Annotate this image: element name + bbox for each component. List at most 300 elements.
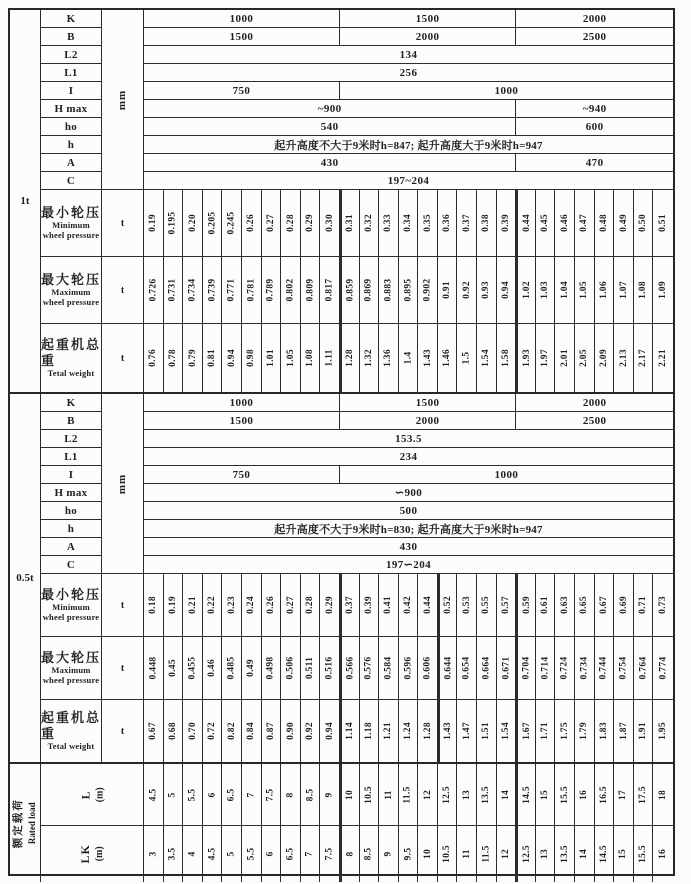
value-cell-total-weight bbox=[614, 324, 634, 392]
value-text: 0.789 bbox=[265, 278, 276, 302]
footer-value-text: 15 bbox=[618, 848, 629, 860]
value-text: 0.44 bbox=[422, 596, 433, 614]
footer-cell-span-L bbox=[222, 764, 242, 826]
value-text: 0.27 bbox=[265, 214, 276, 232]
footer-cell-span-LK bbox=[320, 826, 340, 882]
value-cell-min-wheel-pressure bbox=[497, 190, 517, 257]
dim-row-label: L2 bbox=[41, 46, 102, 64]
value-cell-total-weight bbox=[477, 324, 497, 392]
value-text: 0.744 bbox=[598, 656, 609, 680]
value-cell-max-wheel-pressure bbox=[183, 637, 203, 700]
value-cell-total-weight bbox=[595, 700, 615, 762]
value-text: 0.76 bbox=[148, 349, 159, 367]
footer-value-text: 9.5 bbox=[402, 847, 413, 861]
value-text: 0.50 bbox=[638, 214, 649, 232]
value-cell-total-weight bbox=[164, 700, 184, 762]
dim-row-label: H max bbox=[41, 100, 102, 118]
value-cell-max-wheel-pressure bbox=[399, 257, 419, 324]
value-cell-max-wheel-pressure bbox=[575, 257, 595, 324]
value-text: 0.654 bbox=[461, 656, 472, 680]
value-text: 1.02 bbox=[521, 281, 532, 299]
value-cell-min-wheel-pressure bbox=[203, 574, 223, 637]
value-text: 1.5 bbox=[461, 351, 472, 365]
value-text: 0.72 bbox=[207, 722, 218, 740]
value-cell-max-wheel-pressure bbox=[144, 257, 164, 324]
value-text: 0.566 bbox=[345, 656, 356, 680]
value-text: 0.714 bbox=[540, 656, 551, 680]
value-cell-max-wheel-pressure bbox=[418, 637, 438, 700]
footer-label-unit: (m) bbox=[93, 846, 105, 862]
value-cell-min-wheel-pressure bbox=[320, 190, 340, 257]
value-cell-min-wheel-pressure bbox=[281, 574, 301, 637]
footer-value-text: 10 bbox=[422, 848, 433, 860]
value-text: 0.48 bbox=[598, 214, 609, 232]
load-cell-0.5t: 0.5t bbox=[10, 394, 41, 762]
value-text: 0.606 bbox=[422, 656, 433, 680]
value-text: 0.98 bbox=[246, 349, 257, 367]
rated-load-en: Rated load bbox=[26, 802, 37, 844]
footer-value-text: 4.5 bbox=[148, 788, 159, 801]
footer-value-text: 15.5 bbox=[638, 845, 649, 863]
footer-cell-span-L bbox=[614, 764, 634, 826]
value-text: 1.43 bbox=[443, 722, 454, 740]
value-cell-max-wheel-pressure bbox=[379, 257, 399, 324]
value-cell-min-wheel-pressure bbox=[281, 190, 301, 257]
value-cell-total-weight bbox=[457, 700, 477, 762]
value-cell-max-wheel-pressure bbox=[497, 257, 517, 324]
value-cell-total-weight bbox=[203, 700, 223, 762]
dim-row-label: B bbox=[41, 412, 102, 430]
value-text: 0.195 bbox=[167, 211, 178, 235]
value-cell-total-weight bbox=[183, 324, 203, 392]
value-text: 0.498 bbox=[265, 656, 276, 680]
value-cell-max-wheel-pressure bbox=[164, 637, 184, 700]
value-cell-max-wheel-pressure bbox=[595, 637, 615, 700]
dim-row-label: C bbox=[41, 172, 102, 190]
value-text: 0.39 bbox=[500, 214, 511, 232]
value-cell-total-weight bbox=[281, 324, 301, 392]
value-cell-max-wheel-pressure bbox=[516, 257, 536, 324]
value-cell-total-weight bbox=[340, 700, 360, 762]
value-cell-min-wheel-pressure bbox=[516, 190, 536, 257]
rated-load-wrap bbox=[12, 798, 38, 848]
value-row-label-min-wheel-pressure bbox=[41, 190, 102, 257]
value-cell-min-wheel-pressure bbox=[457, 574, 477, 637]
value-cell-min-wheel-pressure bbox=[379, 574, 399, 637]
value-text: 0.59 bbox=[521, 596, 532, 614]
footer-value-text: 18 bbox=[658, 789, 669, 800]
footer-cell-span-L bbox=[634, 764, 654, 826]
value-cell-min-wheel-pressure bbox=[477, 190, 497, 257]
value-text: 0.67 bbox=[598, 596, 609, 614]
footer-cell-span-L bbox=[457, 764, 477, 826]
value-cell-max-wheel-pressure bbox=[457, 637, 477, 700]
footer-value-text: 13 bbox=[461, 789, 472, 800]
footer-cell-span-LK bbox=[360, 826, 380, 882]
value-text: 0.20 bbox=[187, 214, 198, 232]
value-text: 0.82 bbox=[226, 722, 237, 740]
value-text: 1.06 bbox=[598, 281, 609, 299]
value-cell-min-wheel-pressure bbox=[477, 574, 497, 637]
value-cell-total-weight bbox=[438, 324, 458, 392]
footer-value-text: 4 bbox=[187, 851, 198, 857]
value-cell-min-wheel-pressure bbox=[340, 574, 360, 637]
footer-row-label-span-L bbox=[41, 764, 144, 826]
footer-value-text: 9 bbox=[324, 791, 335, 798]
dim-cell: 134 bbox=[144, 46, 673, 64]
value-text: 0.781 bbox=[246, 278, 257, 302]
value-text: 0.671 bbox=[500, 656, 511, 680]
value-row-label-zh: 最小轮压 bbox=[41, 205, 102, 221]
value-text: 0.817 bbox=[324, 278, 335, 302]
dim-cell: 256 bbox=[144, 64, 673, 82]
value-text: 0.32 bbox=[363, 214, 374, 232]
footer-value-text: 3 bbox=[148, 851, 159, 857]
value-row-label-en: Tetal weight bbox=[47, 368, 95, 379]
value-cell-min-wheel-pressure bbox=[379, 190, 399, 257]
value-cell-total-weight bbox=[379, 700, 399, 762]
dim-cell: 2000 bbox=[516, 394, 673, 412]
value-row-label-en: Minimum wheel pressure bbox=[42, 602, 100, 623]
value-text: 1.95 bbox=[658, 722, 669, 740]
footer-cell-span-L bbox=[653, 764, 673, 826]
footer-cell-span-LK bbox=[457, 826, 477, 882]
value-row-label-max-wheel-pressure bbox=[41, 637, 102, 700]
footer-cell-span-LK bbox=[497, 826, 517, 882]
value-cell-min-wheel-pressure bbox=[457, 190, 477, 257]
value-cell-total-weight bbox=[399, 324, 419, 392]
value-text: 0.22 bbox=[207, 596, 218, 614]
value-text: 1.07 bbox=[618, 281, 629, 299]
value-text: 0.809 bbox=[305, 278, 316, 302]
footer-value-text: 16.5 bbox=[598, 785, 609, 804]
value-cell-max-wheel-pressure bbox=[301, 637, 321, 700]
value-cell-max-wheel-pressure bbox=[497, 637, 517, 700]
value-text: 0.802 bbox=[285, 278, 296, 302]
value-cell-min-wheel-pressure bbox=[320, 574, 340, 637]
value-text: 0.67 bbox=[148, 722, 159, 740]
value-text: 1.83 bbox=[598, 722, 609, 740]
footer-value-text: 17 bbox=[618, 789, 629, 800]
footer-cell-span-LK bbox=[281, 826, 301, 882]
value-text: 0.644 bbox=[443, 656, 454, 680]
value-cell-max-wheel-pressure bbox=[320, 257, 340, 324]
value-text: 0.734 bbox=[579, 656, 590, 680]
rated-load-zh: 额定载荷 bbox=[12, 798, 24, 848]
value-cell-min-wheel-pressure bbox=[555, 190, 575, 257]
value-text: 0.739 bbox=[207, 278, 218, 302]
value-cell-max-wheel-pressure bbox=[340, 637, 360, 700]
footer-value-text: 8 bbox=[285, 791, 296, 798]
footer-cell-span-L bbox=[477, 764, 497, 826]
value-cell-min-wheel-pressure bbox=[242, 574, 262, 637]
value-cell-total-weight bbox=[399, 700, 419, 762]
dim-cell: 750 bbox=[144, 466, 340, 484]
footer-cell-span-LK bbox=[653, 826, 673, 882]
footer-value-text: 5.5 bbox=[246, 847, 257, 861]
value-text: 0.94 bbox=[500, 281, 511, 299]
value-cell-total-weight bbox=[536, 324, 556, 392]
footer-value-text: 13.5 bbox=[481, 785, 492, 804]
footer-value-text: 10.5 bbox=[363, 785, 374, 804]
value-text: 1.03 bbox=[540, 281, 551, 299]
value-text: 0.46 bbox=[207, 659, 218, 677]
value-text: 0.19 bbox=[167, 596, 178, 614]
value-cell-min-wheel-pressure bbox=[262, 190, 282, 257]
footer-cell-span-LK bbox=[301, 826, 321, 882]
value-text: 0.44 bbox=[521, 214, 532, 232]
value-text: 0.734 bbox=[187, 278, 198, 302]
value-cell-max-wheel-pressure bbox=[262, 637, 282, 700]
value-cell-max-wheel-pressure bbox=[379, 637, 399, 700]
unit-mm-cell bbox=[102, 394, 144, 574]
unit-mm-cell bbox=[102, 10, 144, 190]
value-text: 0.34 bbox=[402, 214, 413, 232]
value-row-label-zh: 最小轮压 bbox=[41, 587, 102, 603]
value-text: 1.24 bbox=[402, 722, 413, 740]
value-text: 0.37 bbox=[461, 214, 472, 232]
value-row-label-total-weight bbox=[41, 700, 102, 762]
value-text: 1.28 bbox=[422, 722, 433, 740]
value-text: 1.01 bbox=[265, 349, 276, 367]
value-cell-total-weight bbox=[634, 324, 654, 392]
footer-value-text: 14 bbox=[500, 789, 511, 800]
footer-section bbox=[10, 764, 673, 882]
value-cell-total-weight bbox=[477, 700, 497, 762]
footer-value-text: 7.5 bbox=[265, 788, 276, 801]
footer-cell-span-L bbox=[164, 764, 184, 826]
value-cell-total-weight bbox=[320, 700, 340, 762]
value-text: 0.764 bbox=[638, 656, 649, 680]
unit-cell: t bbox=[102, 257, 144, 324]
value-text: 1.36 bbox=[383, 349, 394, 367]
value-text: 0.87 bbox=[265, 722, 276, 740]
value-text: 0.92 bbox=[305, 722, 316, 740]
value-cell-min-wheel-pressure bbox=[418, 190, 438, 257]
value-cell-total-weight bbox=[418, 700, 438, 762]
value-cell-total-weight bbox=[164, 324, 184, 392]
footer-label-wrap bbox=[78, 844, 106, 863]
value-cell-max-wheel-pressure bbox=[477, 637, 497, 700]
footer-value-text: 6.5 bbox=[285, 847, 296, 861]
value-cell-max-wheel-pressure bbox=[536, 257, 556, 324]
value-cell-total-weight bbox=[340, 324, 360, 392]
value-cell-total-weight bbox=[516, 324, 536, 392]
footer-cell-span-L bbox=[595, 764, 615, 826]
dim-cell: 1500 bbox=[340, 394, 516, 412]
value-text: 0.55 bbox=[481, 596, 492, 614]
value-text: 0.57 bbox=[500, 596, 511, 614]
value-cell-min-wheel-pressure bbox=[575, 190, 595, 257]
value-cell-total-weight bbox=[497, 324, 517, 392]
value-cell-min-wheel-pressure bbox=[144, 190, 164, 257]
footer-cell-span-L bbox=[418, 764, 438, 826]
dim-cell: 2500 bbox=[516, 412, 673, 430]
value-row-label-en: Maximum wheel pressure bbox=[42, 287, 100, 308]
value-text: 1.21 bbox=[383, 722, 394, 740]
value-text: 0.448 bbox=[148, 656, 159, 680]
unit-cell: t bbox=[102, 700, 144, 762]
value-text: 1.08 bbox=[638, 281, 649, 299]
value-cell-max-wheel-pressure bbox=[281, 257, 301, 324]
value-row-label-en: Tetal weight bbox=[47, 741, 95, 752]
value-cell-min-wheel-pressure bbox=[144, 574, 164, 637]
value-cell-min-wheel-pressure bbox=[242, 190, 262, 257]
value-row-label-zh: 最大轮压 bbox=[41, 272, 102, 288]
value-text: 1.97 bbox=[540, 349, 551, 367]
footer-cell-span-LK bbox=[516, 826, 536, 882]
footer-label-main: L bbox=[78, 790, 93, 800]
value-cell-min-wheel-pressure bbox=[575, 574, 595, 637]
value-text: 1.05 bbox=[579, 281, 590, 299]
value-text: 0.21 bbox=[187, 596, 198, 614]
value-text: 1.09 bbox=[658, 281, 669, 299]
value-cell-total-weight bbox=[360, 324, 380, 392]
value-row-label-wrap bbox=[41, 587, 101, 623]
value-cell-total-weight bbox=[281, 700, 301, 762]
value-text: 0.869 bbox=[363, 278, 374, 302]
value-text: 0.485 bbox=[226, 656, 237, 680]
footer-cell-span-L bbox=[555, 764, 575, 826]
footer-value-text: 13.5 bbox=[559, 845, 570, 863]
value-cell-min-wheel-pressure bbox=[222, 574, 242, 637]
value-cell-total-weight bbox=[262, 700, 282, 762]
value-cell-min-wheel-pressure bbox=[634, 190, 654, 257]
footer-cell-span-LK bbox=[555, 826, 575, 882]
value-text: 0.245 bbox=[226, 211, 237, 235]
footer-value-text: 16 bbox=[579, 789, 590, 800]
value-text: 0.774 bbox=[658, 656, 669, 680]
footer-value-text: 11 bbox=[461, 849, 472, 859]
footer-cell-span-L bbox=[497, 764, 517, 826]
value-text: 0.49 bbox=[246, 659, 257, 677]
value-text: 1.93 bbox=[521, 349, 532, 367]
value-cell-min-wheel-pressure bbox=[497, 574, 517, 637]
value-cell-total-weight bbox=[301, 324, 321, 392]
value-text: 0.29 bbox=[305, 214, 316, 232]
value-cell-min-wheel-pressure bbox=[360, 574, 380, 637]
value-cell-min-wheel-pressure bbox=[183, 574, 203, 637]
value-cell-total-weight bbox=[379, 324, 399, 392]
value-text: 1.46 bbox=[442, 349, 453, 367]
dim-cell: 2000 bbox=[340, 28, 516, 46]
value-row-label-zh: 起重机总重 bbox=[41, 709, 102, 742]
value-cell-total-weight bbox=[203, 324, 223, 392]
value-cell-total-weight bbox=[555, 700, 575, 762]
value-text: 1.14 bbox=[345, 722, 356, 740]
value-cell-max-wheel-pressure bbox=[418, 257, 438, 324]
value-text: 0.41 bbox=[383, 596, 394, 614]
value-cell-max-wheel-pressure bbox=[183, 257, 203, 324]
value-cell-min-wheel-pressure bbox=[653, 574, 673, 637]
value-cell-min-wheel-pressure bbox=[595, 574, 615, 637]
value-text: 0.29 bbox=[324, 596, 335, 614]
value-text: 0.19 bbox=[148, 214, 159, 232]
value-text: 0.28 bbox=[305, 596, 316, 614]
value-text: 0.33 bbox=[383, 214, 394, 232]
value-text: 0.90 bbox=[285, 722, 296, 740]
value-text: 0.516 bbox=[324, 656, 335, 680]
value-text: 0.49 bbox=[618, 214, 629, 232]
value-text: 0.46 bbox=[559, 214, 570, 232]
footer-cell-span-L bbox=[144, 764, 164, 826]
value-cell-min-wheel-pressure bbox=[164, 574, 184, 637]
dim-cell: ∽900 bbox=[144, 484, 673, 502]
value-text: 1.54 bbox=[481, 349, 492, 367]
value-cell-total-weight bbox=[262, 324, 282, 392]
value-cell-min-wheel-pressure bbox=[536, 574, 556, 637]
dim-row-label: I bbox=[41, 466, 102, 484]
footer-cell-span-L bbox=[301, 764, 321, 826]
footer-cell-span-LK bbox=[203, 826, 223, 882]
dim-row-label: ho bbox=[41, 502, 102, 520]
value-cell-min-wheel-pressure bbox=[301, 574, 321, 637]
footer-value-text: 14.5 bbox=[521, 785, 532, 804]
dim-cell: 2000 bbox=[340, 412, 516, 430]
value-text: 0.506 bbox=[285, 656, 296, 680]
value-cell-min-wheel-pressure bbox=[360, 190, 380, 257]
footer-label-main: LK bbox=[78, 844, 93, 864]
footer-value-text: 4.5 bbox=[207, 847, 218, 861]
value-cell-max-wheel-pressure bbox=[203, 637, 223, 700]
value-row-label-total-weight bbox=[41, 324, 102, 392]
value-cell-min-wheel-pressure bbox=[438, 190, 458, 257]
footer-cell-span-LK bbox=[614, 826, 634, 882]
value-cell-max-wheel-pressure bbox=[340, 257, 360, 324]
value-text: 0.205 bbox=[207, 211, 218, 235]
value-text: 0.39 bbox=[363, 596, 374, 614]
value-text: 0.94 bbox=[324, 722, 335, 740]
footer-value-text: 15.5 bbox=[559, 785, 570, 804]
footer-cell-span-L bbox=[536, 764, 556, 826]
value-text: 1.08 bbox=[305, 349, 316, 367]
dim-cell: 430 bbox=[144, 538, 673, 556]
unit-mm-text: mm bbox=[116, 473, 129, 494]
dim-row-label: K bbox=[41, 394, 102, 412]
section-0.5t bbox=[10, 394, 673, 764]
value-text: 0.731 bbox=[167, 278, 178, 302]
value-text: 1.28 bbox=[345, 349, 356, 367]
value-row-label-wrap bbox=[41, 710, 101, 752]
value-cell-min-wheel-pressure bbox=[614, 574, 634, 637]
value-cell-total-weight bbox=[575, 700, 595, 762]
value-cell-total-weight bbox=[575, 324, 595, 392]
footer-value-text: 6 bbox=[265, 851, 276, 857]
value-cell-max-wheel-pressure bbox=[222, 257, 242, 324]
value-cell-min-wheel-pressure bbox=[418, 574, 438, 637]
value-cell-min-wheel-pressure bbox=[595, 190, 615, 257]
value-text: 1.58 bbox=[500, 349, 511, 367]
value-cell-max-wheel-pressure bbox=[634, 257, 654, 324]
value-text: 0.23 bbox=[226, 596, 237, 614]
footer-label-wrap bbox=[78, 787, 106, 802]
value-cell-max-wheel-pressure bbox=[457, 257, 477, 324]
unit-cell: t bbox=[102, 324, 144, 392]
value-text: 1.71 bbox=[540, 722, 551, 740]
value-cell-max-wheel-pressure bbox=[203, 257, 223, 324]
footer-value-text: 3.5 bbox=[167, 847, 178, 861]
value-text: 0.47 bbox=[579, 214, 590, 232]
dim-row-label: L1 bbox=[41, 64, 102, 82]
value-text: 0.35 bbox=[422, 214, 433, 232]
footer-cell-span-LK bbox=[183, 826, 203, 882]
value-text: 0.511 bbox=[305, 656, 316, 680]
value-cell-total-weight bbox=[222, 324, 242, 392]
dim-cell: 1000 bbox=[144, 10, 340, 28]
value-text: 0.78 bbox=[167, 349, 178, 367]
value-text: 0.36 bbox=[442, 214, 453, 232]
footer-value-text: 17.5 bbox=[638, 785, 649, 804]
